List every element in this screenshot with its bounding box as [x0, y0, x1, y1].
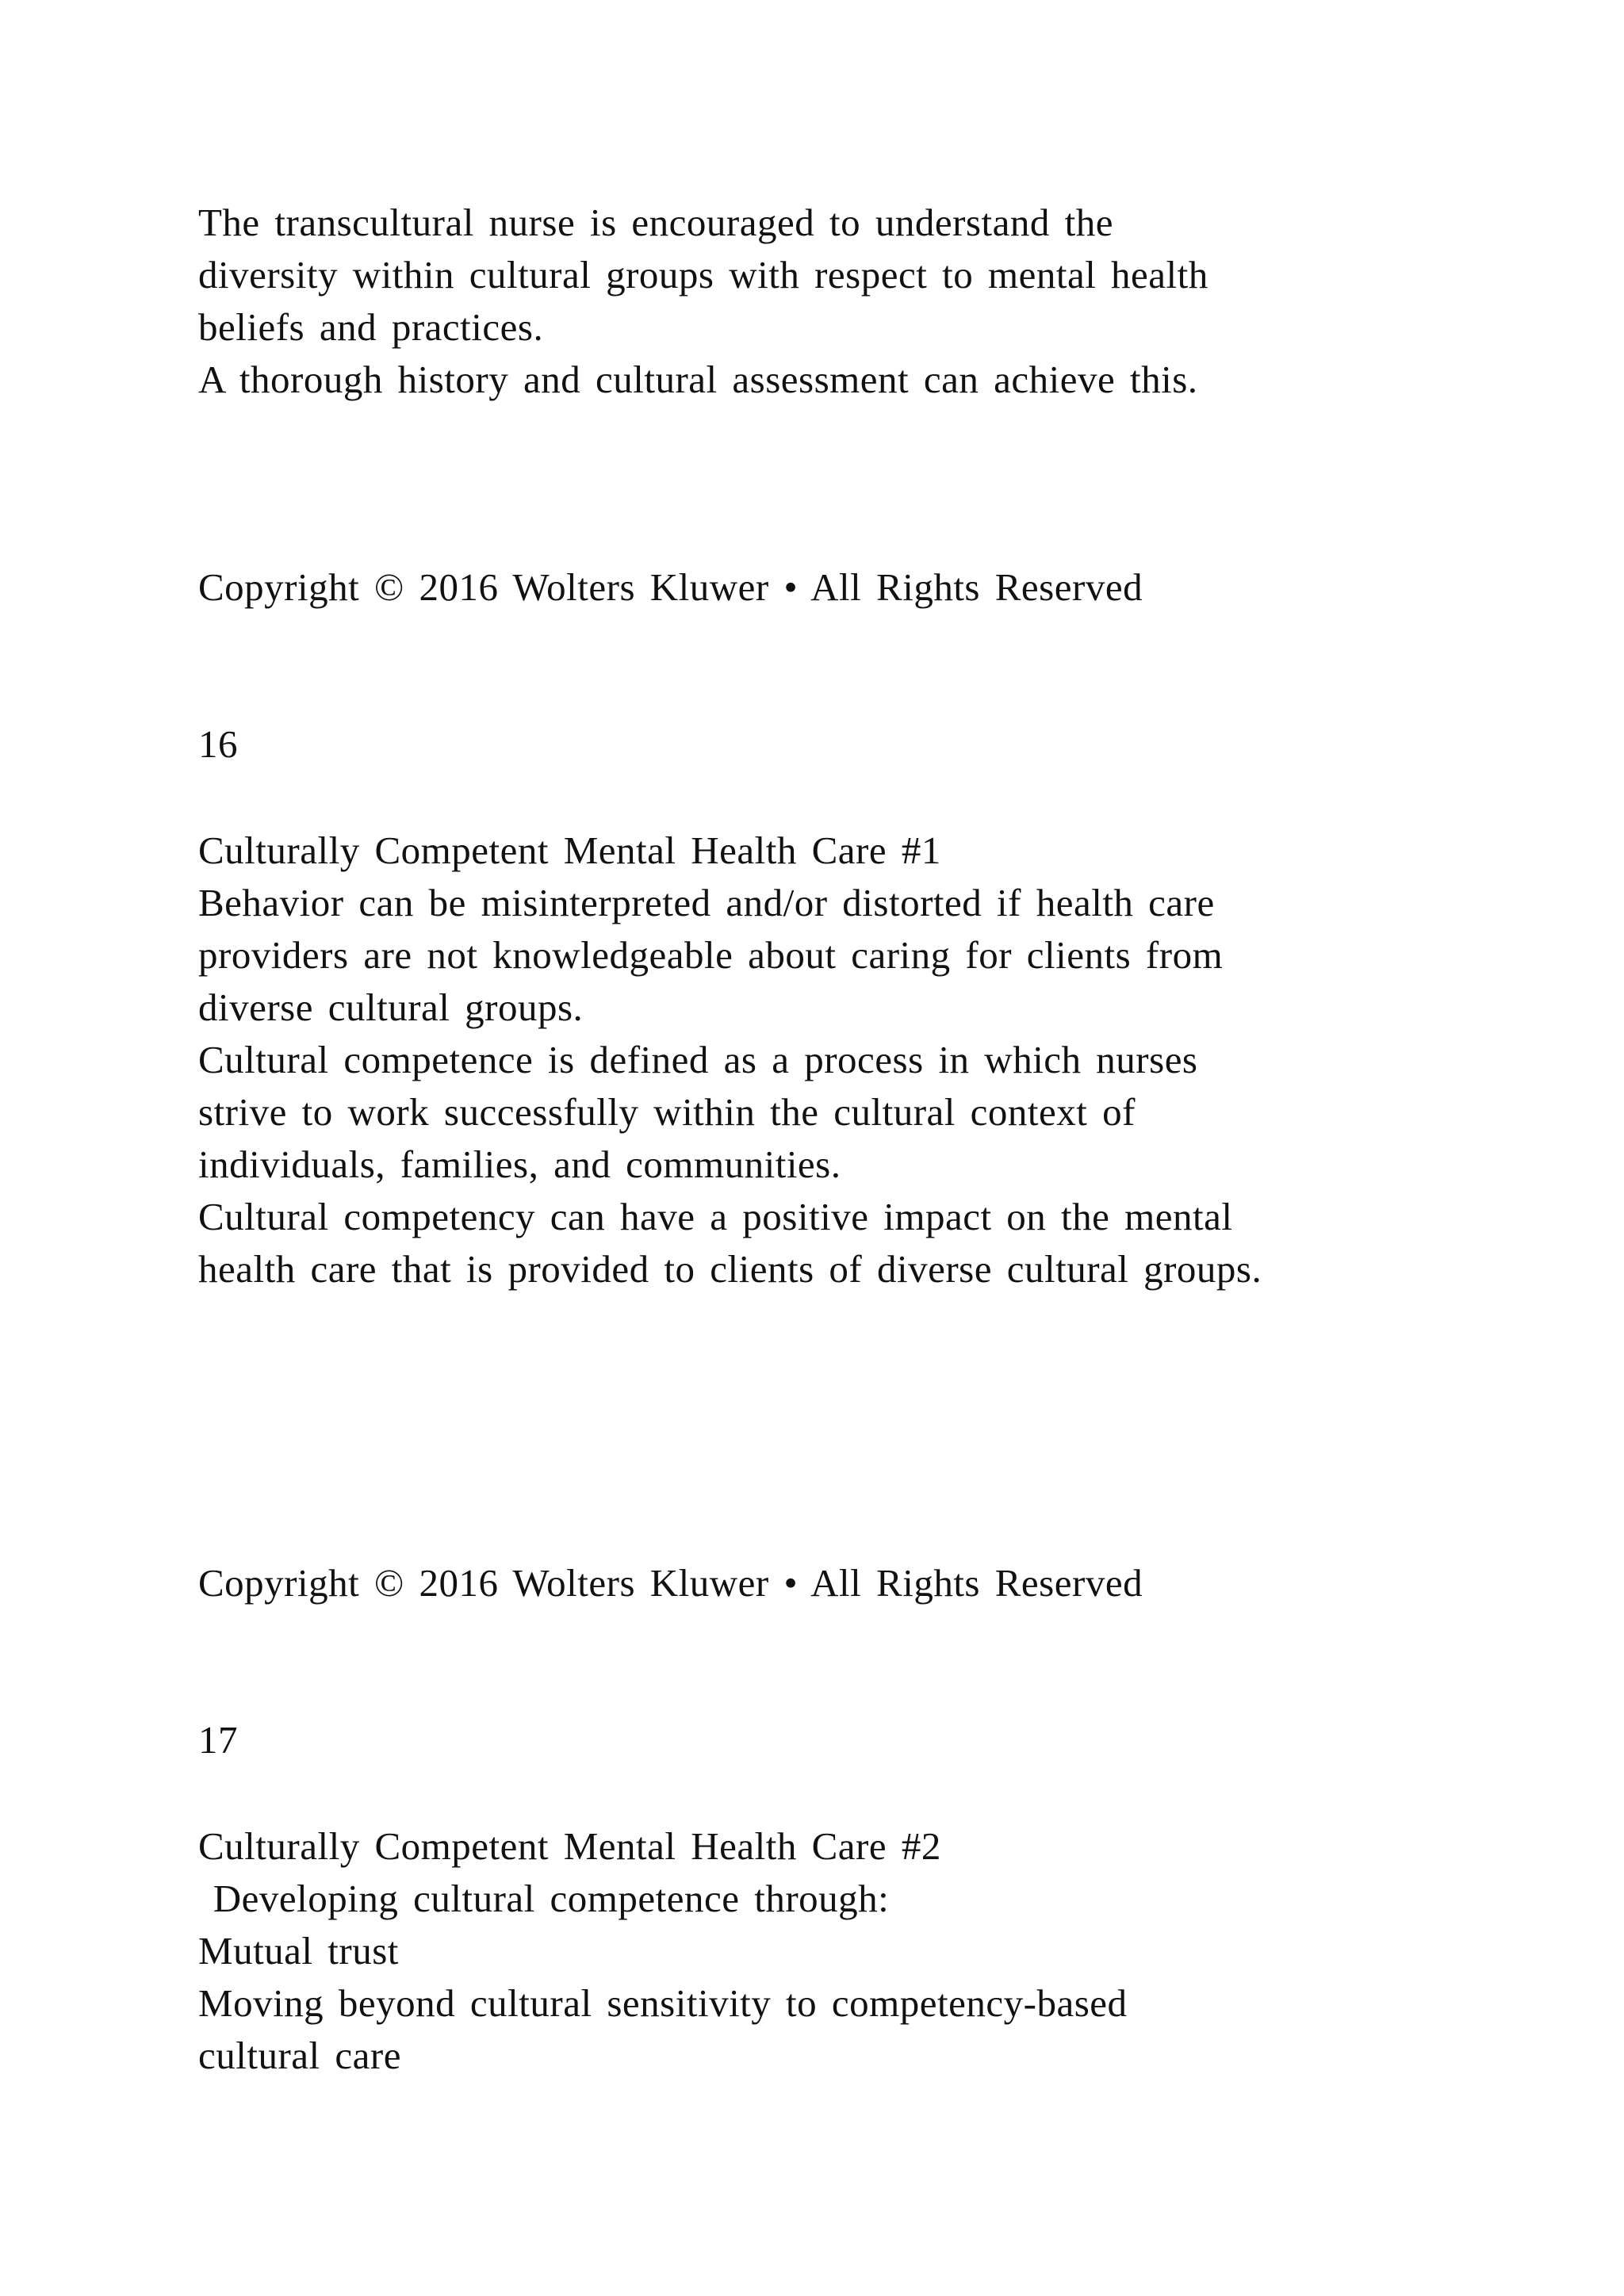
paragraph-line: providers are not knowledgeable about caring for clients from: [198, 933, 1224, 977]
section-title: Culturally Competent Mental Health Care #1: [198, 828, 941, 872]
paragraph-line: health care that is provided to clients of diverse cultural groups.: [198, 1247, 1262, 1291]
paragraph-line: Behavior can be misinterpreted and/or distorted if health care: [198, 881, 1215, 924]
paragraph-line: Cultural competence is defined as a process in which nurses: [198, 1038, 1198, 1081]
copyright-notice: Copyright © 2016 Wolters Kluwer • All Rights Reserved: [198, 1561, 1143, 1605]
paragraph-line: diversity within cultural groups with respect to mental health: [198, 253, 1208, 297]
paragraph-line: diverse cultural groups.: [198, 985, 584, 1029]
paragraph-line: individuals, families, and communities.: [198, 1142, 841, 1186]
paragraph-line: The transcultural nurse is encouraged to understand the: [198, 201, 1113, 244]
paragraph-line: Moving beyond cultural sensitivity to competency-based: [198, 1981, 1128, 2025]
section-title: Culturally Competent Mental Health Care #2: [198, 1824, 941, 1868]
paragraph-line: Mutual trust: [198, 1929, 399, 1973]
copyright-notice: Copyright © 2016 Wolters Kluwer • All Rights Reserved: [198, 565, 1143, 609]
paragraph-line: strive to work successfully within the cultural context of: [198, 1090, 1136, 1134]
paragraph-line: Cultural competency can have a positive impact on the mental: [198, 1195, 1233, 1238]
page-number: 16: [198, 722, 238, 766]
paragraph-line: A thorough history and cultural assessment can achieve this.: [198, 358, 1198, 401]
paragraph-line: cultural care: [198, 2034, 401, 2077]
paragraph-line: beliefs and practices.: [198, 305, 544, 349]
paragraph-line: Developing cultural competence through:: [198, 1877, 890, 1920]
page-number: 17: [198, 1718, 238, 1762]
